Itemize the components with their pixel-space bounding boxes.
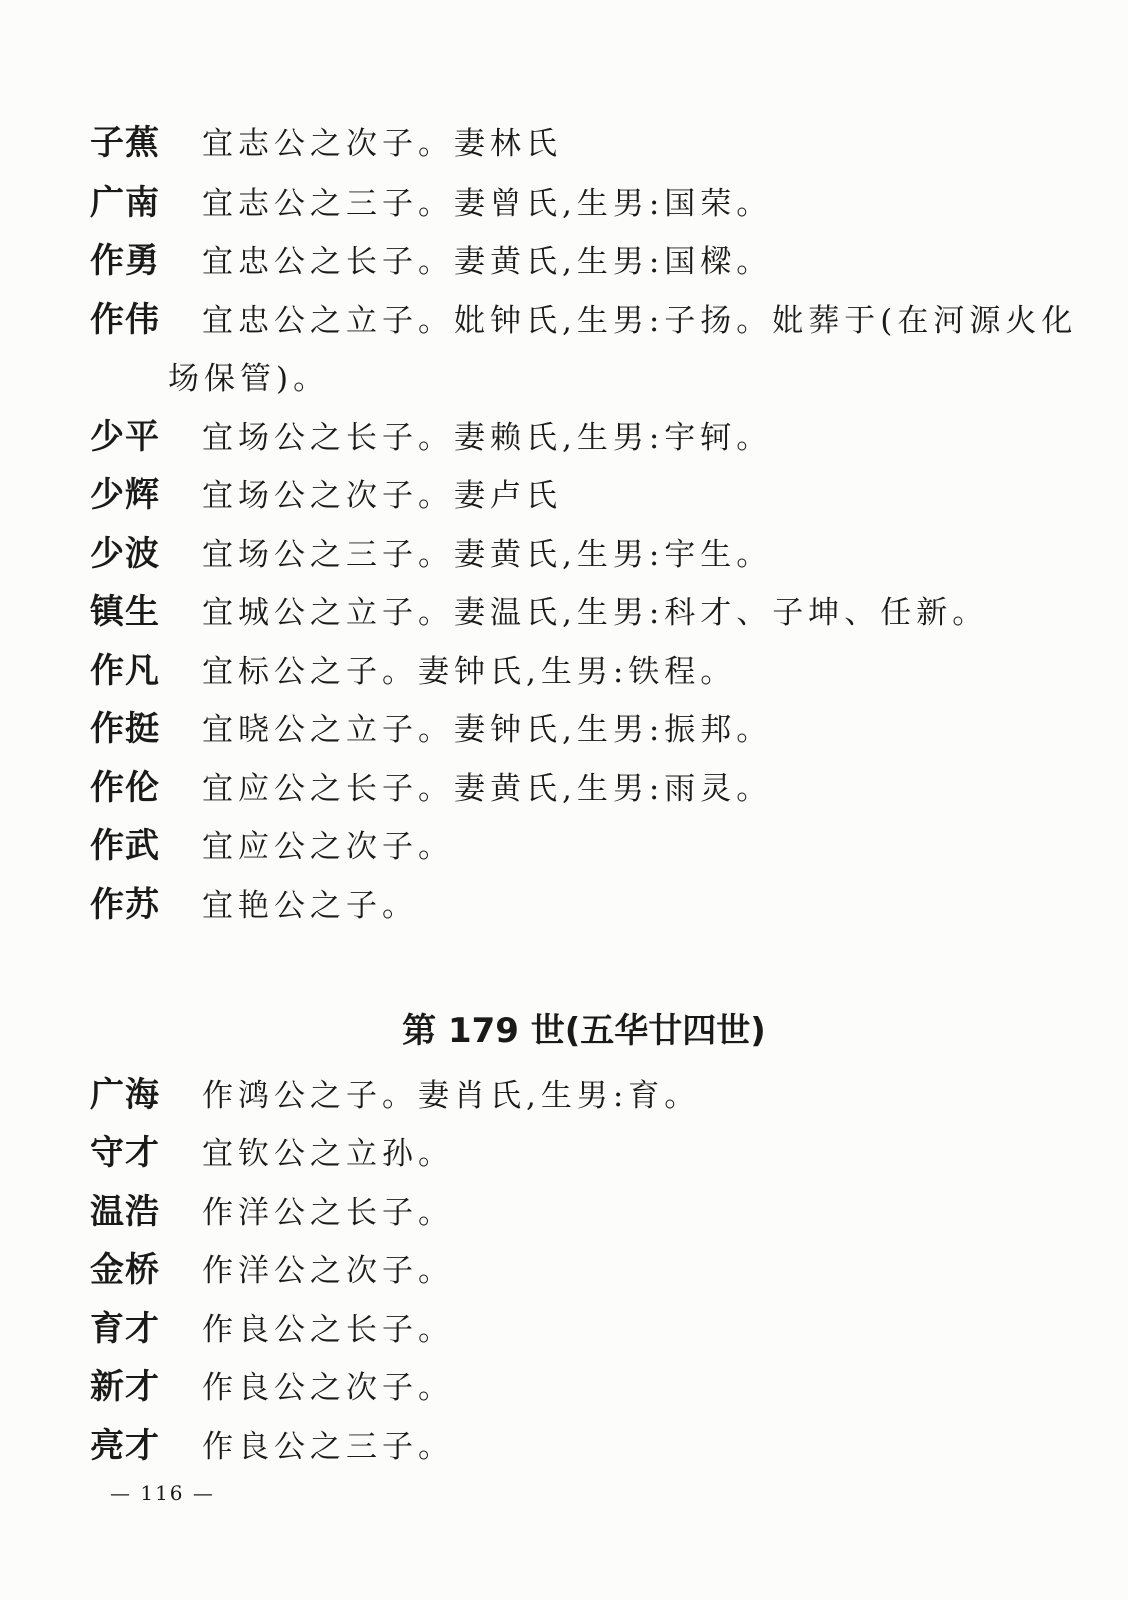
entry-name: 作伟	[90, 300, 160, 340]
entry-description: 宜忠公之长子。妻黄氏,生男:国樑。	[202, 244, 773, 280]
entry-row	[90, 1417, 1050, 1476]
entry-description: 宜忠公之立子。妣钟氏,生男:子扬。妣葬于(在河源火化	[202, 303, 1078, 339]
entry-name: 镇生	[90, 592, 160, 632]
entry-row	[90, 1066, 1050, 1125]
entry-name: 作挺	[90, 709, 160, 749]
entry-name: 亮才	[90, 1426, 160, 1466]
entry-description: 宜场公之三子。妻黄氏,生男:宇生。	[202, 537, 773, 573]
entry-name: 金桥	[90, 1250, 160, 1290]
entry-description: 宜晓公之立子。妻钟氏,生男:振邦。	[202, 712, 773, 748]
entry-name: 温浩	[90, 1192, 160, 1232]
entry-row	[90, 642, 1050, 701]
entry-description: 宜场公之次子。妻卢氏	[202, 478, 562, 514]
entry-description: 宜志公之三子。妻曾氏,生男:国荣。	[202, 186, 773, 222]
entry-name: 育才	[90, 1309, 160, 1349]
entry-row	[90, 700, 1050, 759]
entry-description: 作洋公之次子。	[202, 1253, 454, 1289]
entry-description: 宜场公之长子。妻赖氏,生男:宇轲。	[202, 420, 773, 456]
entry-row	[90, 114, 1050, 173]
page-number: — 116 —	[110, 1481, 215, 1505]
entry-row	[90, 1358, 1050, 1417]
entry-name: 少波	[90, 534, 160, 574]
entry-row	[90, 525, 1050, 584]
entry-row	[90, 817, 1050, 876]
entry-name: 少平	[90, 417, 160, 457]
entry-description: 作良公之长子。	[202, 1312, 454, 1348]
entry-row	[90, 174, 1050, 233]
entry-row	[90, 408, 1050, 467]
entry-row	[90, 291, 1078, 350]
entry-description: 宜钦公之立孙。	[202, 1136, 454, 1172]
entry-description: 作良公之三子。	[202, 1429, 454, 1465]
entry-row	[90, 232, 1050, 291]
entry-description: 宜应公之次子。	[202, 829, 454, 865]
entry-row	[90, 466, 1050, 525]
entry-name: 新才	[90, 1367, 160, 1407]
entry-row	[90, 1183, 1050, 1242]
section-heading: 第 179 世(五华廿四世)	[402, 1011, 766, 1051]
entry-description: 作洋公之长子。	[202, 1195, 454, 1231]
entry-row	[90, 1300, 1050, 1359]
entry-name: 作凡	[90, 651, 160, 691]
entry-description: 宜城公之立子。妻温氏,生男:科才、子坤、任新。	[202, 595, 989, 631]
entry-name: 作苏	[90, 885, 160, 925]
entry-row	[90, 876, 1050, 935]
entry-name: 广海	[90, 1075, 160, 1115]
entry-row	[90, 583, 1050, 642]
entry-description: 宜志公之次子。妻林氏	[202, 126, 562, 162]
entry-row	[90, 1124, 1050, 1183]
entry-name: 作武	[90, 826, 160, 866]
entry-name: 少辉	[90, 475, 160, 515]
entry-description: 作良公之次子。	[202, 1370, 454, 1406]
entry-description: 宜应公之长子。妻黄氏,生男:雨灵。	[202, 771, 773, 807]
entry-name: 作伦	[90, 768, 160, 808]
entry-description: 宜艳公之子。	[202, 888, 418, 924]
entry-name: 广南	[90, 183, 160, 223]
entry-row	[90, 1241, 1050, 1300]
entry-continuation: 场保管)。	[168, 361, 330, 397]
entry-description: 作鸿公之子。妻肖氏,生男:育。	[202, 1078, 701, 1114]
entry-name: 子蕉	[90, 123, 160, 163]
entry-description: 宜标公之子。妻钟氏,生男:铁程。	[202, 654, 737, 690]
entry-row	[90, 759, 1050, 818]
entry-name: 守才	[90, 1133, 160, 1173]
entry-name: 作勇	[90, 241, 160, 281]
